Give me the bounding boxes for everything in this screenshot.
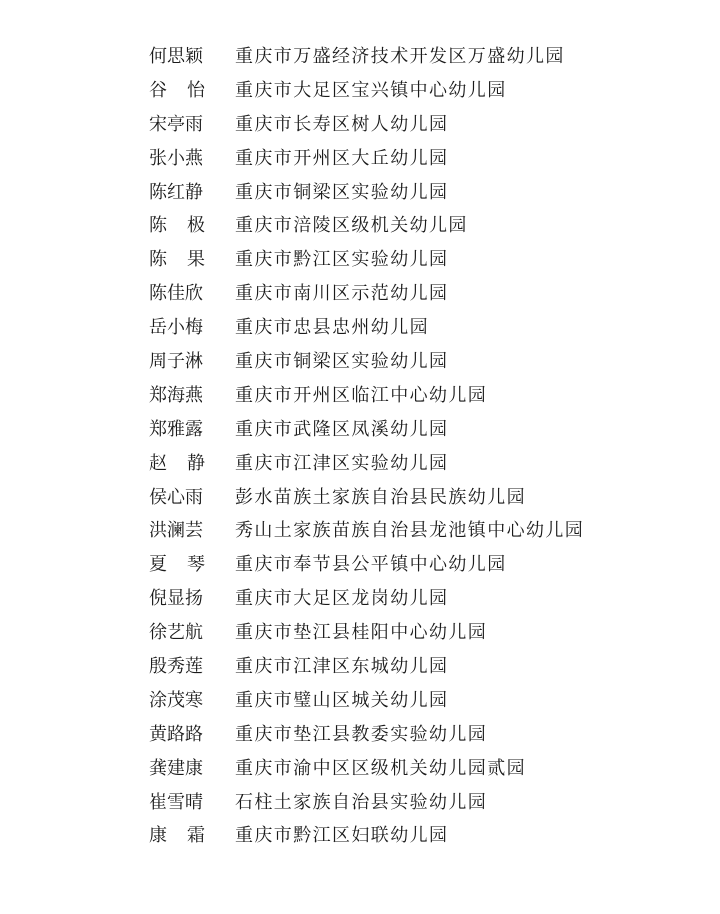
list-item: [149, 309, 584, 343]
person-name: 岳小梅: [149, 317, 203, 339]
organization-name: 重庆市长寿区树人幼儿园: [235, 113, 449, 135]
organization-name: 重庆市渝中区区级机关幼儿园贰园: [235, 757, 526, 779]
organization-name: 重庆市大足区宝兴镇中心幼儿园: [235, 79, 507, 101]
person-name: 陈 极: [149, 215, 205, 237]
list-item: [149, 682, 584, 716]
person-name: 陈红静: [149, 181, 203, 203]
list-item: [149, 207, 584, 241]
list-item: [149, 377, 584, 411]
organization-name: 重庆市江津区实验幼儿园: [235, 452, 449, 474]
person-name: 龚建康: [149, 757, 203, 779]
person-name: 何思颖: [149, 45, 203, 67]
person-name: 赵 静: [149, 452, 205, 474]
list-item: [149, 817, 584, 851]
organization-name: 石柱土家族自治县实验幼儿园: [235, 791, 488, 813]
person-name: 宋亭雨: [149, 113, 203, 135]
person-name: 夏 琴: [149, 554, 205, 576]
list-item: [149, 241, 584, 275]
list-item: [149, 445, 584, 479]
list-item: [149, 784, 584, 818]
person-name: 陈 果: [149, 249, 205, 271]
name-list: [149, 38, 584, 851]
list-item: [149, 580, 584, 614]
person-name: 徐艺航: [149, 622, 203, 644]
organization-name: 重庆市大足区龙岗幼儿园: [235, 588, 449, 610]
list-item: [149, 72, 584, 106]
organization-name: 重庆市铜梁区实验幼儿园: [235, 181, 449, 203]
list-item: [149, 512, 584, 546]
list-item: [149, 343, 584, 377]
person-name: 崔雪晴: [149, 791, 203, 813]
organization-name: 重庆市黔江区实验幼儿园: [235, 249, 449, 271]
person-name: 涂茂寒: [149, 689, 203, 711]
list-item: [149, 614, 584, 648]
person-name: 周子淋: [149, 350, 203, 372]
organization-name: 重庆市垫江县桂阳中心幼儿园: [235, 622, 488, 644]
person-name: 陈佳欣: [149, 283, 203, 305]
person-name: 康 霜: [149, 825, 205, 847]
person-name: 张小燕: [149, 147, 203, 169]
person-name: 倪显扬: [149, 588, 203, 610]
person-name: 谷 怡: [149, 79, 205, 101]
organization-name: 重庆市黔江区妇联幼儿园: [235, 825, 449, 847]
list-item: [149, 106, 584, 140]
organization-name: 重庆市铜梁区实验幼儿园: [235, 350, 449, 372]
organization-name: 重庆市涪陵区级机关幼儿园: [235, 215, 468, 237]
organization-name: 重庆市开州区大丘幼儿园: [235, 147, 449, 169]
list-item: [149, 38, 584, 72]
list-item: [149, 648, 584, 682]
list-item: [149, 750, 584, 784]
organization-name: 重庆市开州区临江中心幼儿园: [235, 384, 488, 406]
person-name: 侯心雨: [149, 486, 203, 508]
list-item: [149, 411, 584, 445]
organization-name: 重庆市万盛经济技术开发区万盛幼儿园: [235, 45, 565, 67]
list-item: [149, 546, 584, 580]
list-item: [149, 479, 584, 513]
organization-name: 重庆市奉节县公平镇中心幼儿园: [235, 554, 507, 576]
list-item: [149, 275, 584, 309]
list-item: [149, 716, 584, 750]
organization-name: 重庆市忠县忠州幼儿园: [235, 317, 429, 339]
person-name: 洪澜芸: [149, 520, 203, 542]
organization-name: 重庆市垫江县教委实验幼儿园: [235, 723, 488, 745]
person-name: 殷秀莲: [149, 655, 203, 677]
organization-name: 彭水苗族土家族自治县民族幼儿园: [235, 486, 526, 508]
organization-name: 重庆市南川区示范幼儿园: [235, 283, 449, 305]
organization-name: 重庆市璧山区城关幼儿园: [235, 689, 449, 711]
person-name: 郑雅露: [149, 418, 203, 440]
organization-name: 秀山土家族苗族自治县龙池镇中心幼儿园: [235, 520, 585, 542]
list-item: [149, 140, 584, 174]
organization-name: 重庆市江津区东城幼儿园: [235, 655, 449, 677]
organization-name: 重庆市武隆区凤溪幼儿园: [235, 418, 449, 440]
person-name: 黄路路: [149, 723, 203, 745]
list-item: [149, 174, 584, 208]
person-name: 郑海燕: [149, 384, 203, 406]
